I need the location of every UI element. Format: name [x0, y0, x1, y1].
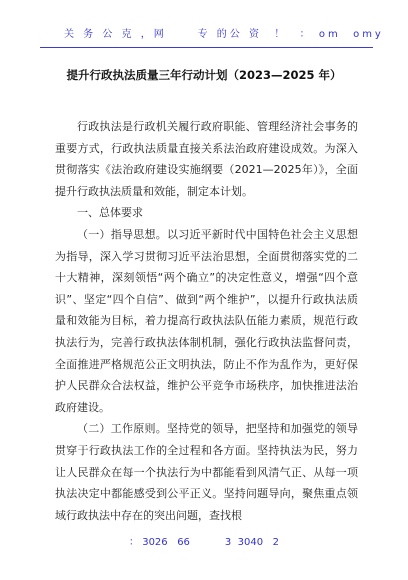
header-text: 关 务 公 克 ，网 专 的公 资 ！ ： om omy [64, 29, 384, 40]
paragraph-work-principles: （二）工作原则。坚持党的领导，把坚持和加强党的领导贯穿于行政执法工作的全过程和各方面。坚持执法为民，努力让人民群众在每一个执法行为中都能看到风清气正、从每一项执法决定中都能感受到公平正义。坚持问题导向，聚焦重点领域行政执法中存在的突出问题，查找根 [55, 422, 358, 522]
document-body [55, 116, 358, 526]
page-footer: ： 3026 66 3 3040 2 [129, 537, 279, 548]
paragraph-guiding-thought: （一）指导思想。以习近平新时代中国特色社会主义思想为指导，深入学习贯彻习近平法治思想，全面贯彻落实党的二十大精神，深刻领悟“两个确立”的决定性意义，增强“四个意识”、坚定“四个自信”、做到“两个维护”，以提升行政执法质量和效能为目标，着力提高行政执法队伍能力素质，规范行政执法行为，完善行政执法体制机制，强化行政执法监督问责，全面推进严格规范公正文明执法，防止不作为乱作为，更好保护人民群众合法权益，维护公平竞争市场秩序，加快推进法治政府建设。 [55, 227, 358, 414]
document-title: 提升行政执法质量三年行动计划（2023—2025 年） [66, 68, 342, 82]
paragraph-intro: 行政执法是行政机关履行政府职能、管理经济社会事务的重要方式，行政执法质量直接关系法治政府建设成效。为深入贯彻落实《法治政府建设实施纲要（2021—2025年）》，全面提升行政执法质量和效能，制定本计划。 [55, 120, 358, 198]
page-header [40, 18, 384, 48]
section-heading-general: 一、总体要求 [77, 206, 143, 220]
